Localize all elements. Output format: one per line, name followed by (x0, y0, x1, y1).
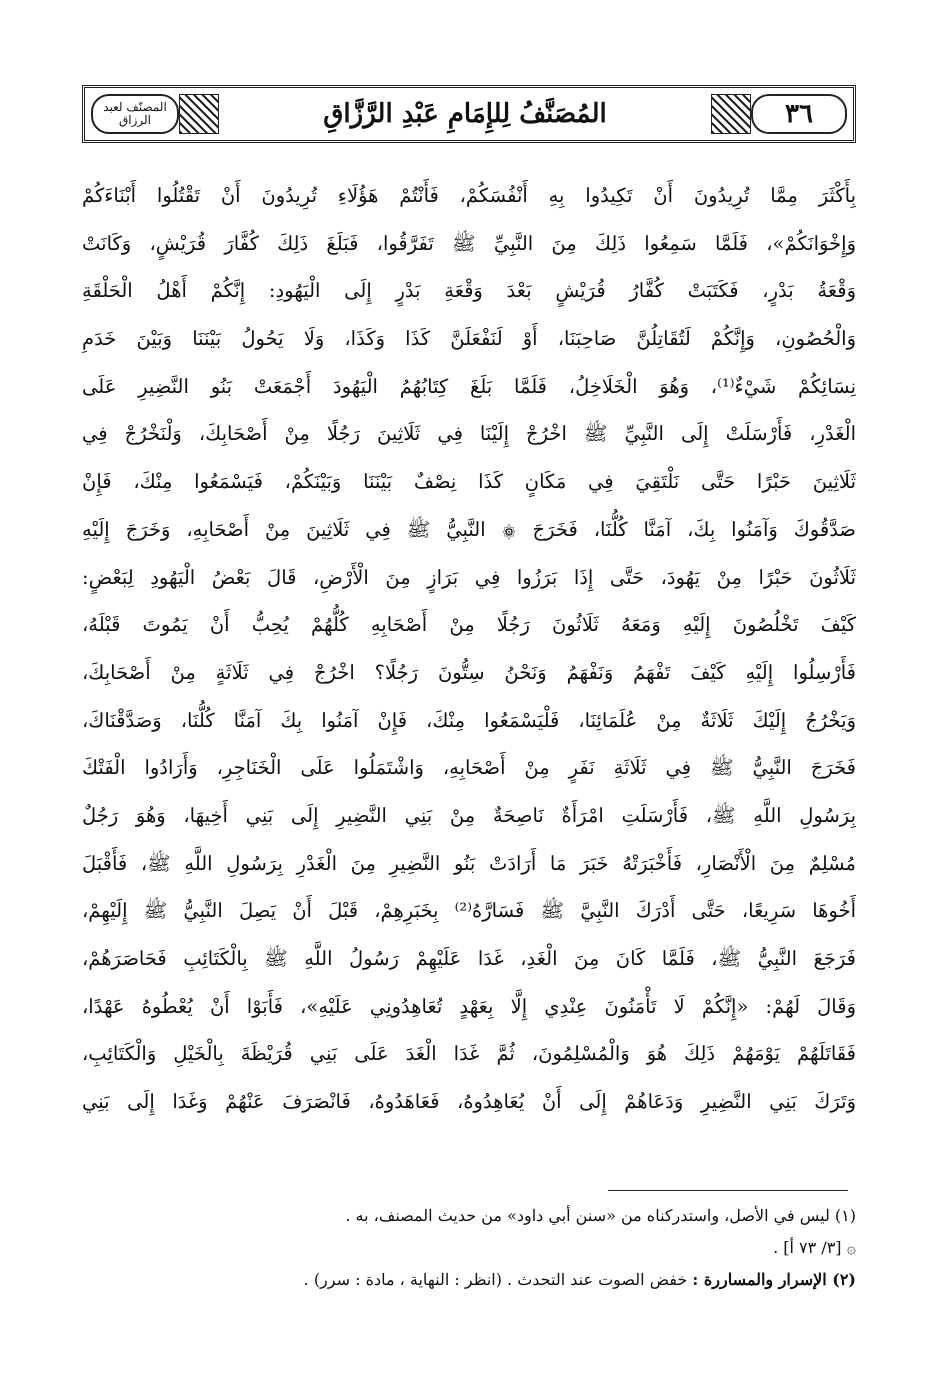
text-line: الْغَدْرِ، فَأَرْسَلَتْ إِلَى النَّبِيِّ ﷺ اخْرُجْ إِلَيْنَا فِي ثَلَاثِينَ رَجُلًا مِنْ أَصْحَابِكَ، وَلْنَخْرُجْ فِي (82, 422, 856, 446)
text-line: فَأَرْسِلُوا إِلَيْهِ كَيْفَ تَفْهَمُ وَنَفْهَمُ وَنَحْنُ سِتُّونَ رَجُلًا؟ اخْرُجْ فِي ثَلَاثَةٍ مِنْ أَصْحَابِكَ، (82, 660, 856, 684)
ornament-pattern-right (711, 94, 751, 134)
text-line: أَخُوهَا سَرِيعًا، حَتَّى أَدْرَكَ النَّبِيَّ ﷺ فَسَارَّهُ⁽²⁾ بِخَبَرِهِمْ، قَبْلَ أَنْ يَصِلَ النَّبِيُّ ﷺ إِلَيْهِمْ، (82, 899, 856, 923)
footnote-1: (١) ليس في الأصل، واستدركناه من «سنن أبي داود» من حديث المصنف، به . (345, 1206, 856, 1225)
text-line: فَرَجَعَ النَّبِيُّ ﷺ، فَلَمَّا كَانَ مِنَ الْغَدِ، غَدَا عَلَيْهِمْ رَسُولُ اللَّهِ ﷺ بِالْكَتَائِبِ فَحَاصَرَهُمْ، (82, 947, 856, 970)
text-line: مُسْلِمٌ مِنَ الْأَنْصَارِ، فَأَخْبَرَتْهُ خَبَرَ مَا أَرَادَتْ بَنُو النَّضِيرِ مِنَ الْغَدْرِ بِرَسُولِ اللَّهِ ﷺ، فَأَقْبَلَ (82, 851, 856, 875)
text-line: كَيْفَ تَخْلُصُونَ إِلَيْهِ وَمَعَهُ ثَلَاثُونَ رَجُلًا مِنْ أَصْحَابِهِ كُلُّهُمْ يُحِبُّ أَنْ يَمُوتَ قَبْلَهُ، (82, 613, 856, 637)
text-line: وَتَرَكَ بَنِي النَّضِيرِ وَدَعَاهُمْ إِلَى أَنْ يُعَاهِدُوهُ، فَعَاهَدُوهُ، فَانْصَرَفَ عَنْهُمْ وَغَدَا إِلَى بَنِي (82, 1090, 856, 1114)
footnote-2 (82, 1264, 856, 1296)
page-number: ٣٦ (751, 94, 847, 134)
ornament-pattern-left (179, 94, 219, 134)
text-line: وَإِخْوَانَكُمْ»، فَلَمَّا سَمِعُوا ذَلِكَ مِنَ النَّبِيِّ ﷺ تَفَرَّقُوا، فَبَلَغَ ذَلِكَ كُفَّارَ قُرَيْشٍ، وَكَانَتْ (82, 231, 856, 255)
manuscript-marker-note: ۞ [٣/ ٧٣ أ] . (773, 1238, 856, 1257)
book-title: المُصَنَّفُ لِلإِمَامِ عَبْدِ الرَّزَّاقِ (323, 99, 607, 129)
text-line: وَيَخْرُجُ إِلَيْكَ ثَلَاثَةٌ مِنْ عُلَمَائِنَا، فَلْيَسْمَعُوا مِنْكَ، فَإِنْ آمَنُوا بِكَ آمَنَّا كُلُّنَا، وَصَدَّقْنَاكَ، (82, 708, 856, 732)
text-line: وَقْعَةُ بَدْرٍ، فَكَتَبَتْ كُفَّارُ قُرَيْشٍ بَعْدَ وَقْعَةِ بَدْرٍ إِلَى الْيَهُودِ: إِنَّكُمْ أَهْلُ الْحَلْقَةِ (82, 279, 856, 303)
text-line: فَخَرَجَ النَّبِيُّ ﷺ فِي ثَلَاثَةِ نَفَرٍ مِنْ أَصْحَابِهِ، وَاشْتَمَلُوا عَلَى الْخَنَاجِرِ، وَأَرَادُوا الْفَتْكَ (82, 756, 856, 780)
footnote-divider (608, 1190, 848, 1191)
text-line: صَدَّقُوكَ وَآمَنُوا بِكَ، آمَنَّا كُلُّنَا، فَخَرَجَ ۞ النَّبِيُّ ﷺ فِي ثَلَاثِينَ مِنْ أَصْحَابِهِ، وَخَرَجَ إِلَيْهِ (82, 517, 856, 541)
book-medallion-left (91, 94, 179, 134)
footnote-2-body: خفض الصوت عند التحدث . (انظر : النهاية ، مادة : سرر) . (303, 1270, 693, 1289)
text-line: وَقَالَ لَهُمْ: «إِنَّكُمْ لَا تَأْمَنُونَ عِنْدِي إِلَّا بِعَهْدٍ تُعَاهِدُونِي عَلَيْهِ»، فَأَبَوْا أَنْ يُعْطُوهُ عَهْدًا، (82, 994, 856, 1018)
text-line: ثَلَاثِينَ حَبْرًا حَتَّى نَلْتَقِيَ فِي مَكَانٍ كَذَا نِصْفٌ بَيْنَنَا وَبَيْنَكُمْ، فَيَسْمَعُوا مِنْكَ، فَإِنْ (82, 470, 856, 494)
text-line: بِأَكْثَرَ مِمَّا تُرِيدُونَ أَنْ تَكِيدُوا بِهِ أَنْفُسَكُمْ، فَأَنْتُمْ هَؤُلَاءِ تُرِيدُونَ أَنْ تَقْتُلُوا أَبْنَاءَكُمْ (82, 184, 856, 207)
footnotes (82, 1200, 856, 1296)
text-line: وَالْحُصُونِ، وَإِنَّكُمْ لَتُقَاتِلُنَّ صَاحِبَنَا، أَوْ لَنَفْعَلَنَّ كَذَا وَكَذَا، وَلَا يَحُولُ بَيْنَنَا وَبَيْنَ خَدَمِ (82, 327, 856, 351)
text-line: فَقَاتَلَهُمْ يَوْمَهُمْ ذَلِكَ هُوَ وَالْمُسْلِمُونَ، ثُمَّ غَدَا الْغَدَ عَلَى بَنِي قُرَيْظَةَ بِالْخَيْلِ وَالْكَتَائِبِ، (82, 1042, 856, 1066)
text-line: بِرَسُولِ اللَّهِ ﷺ، فَأَرْسَلَتِ امْرَأَةٌ نَاصِحَةٌ مِنْ بَنِي النَّضِيرِ إِلَى بَنِي أَخِيهَا، وَهُوَ رَجُلٌ (82, 803, 856, 827)
footnote-2-term: (٢) الإسرار والمساررة : (692, 1270, 856, 1289)
text-line: ثَلَاثُونَ حَبْرًا مِنْ يَهُودَ، حَتَّى إِذَا بَرَزُوا فِي بَرَازٍ مِنَ الْأَرْضِ، قَالَ بَعْضُ الْيَهُودِ لِبَعْضٍ: (82, 565, 856, 589)
text-line: نِسَائِكُمْ شَيْءٌ⁽¹⁾، وَهُوَ الْخَلَاخِلُ، فَلَمَّا بَلَغَ كِتَابُهُمُ الْيَهُودَ أَجْمَعَتْ بَنُو النَّضِيرِ عَلَى (82, 374, 856, 398)
page-header (82, 85, 856, 143)
main-text (82, 172, 856, 1126)
medallion-text-left: المصنّف لعبد الرزاق (103, 100, 167, 127)
